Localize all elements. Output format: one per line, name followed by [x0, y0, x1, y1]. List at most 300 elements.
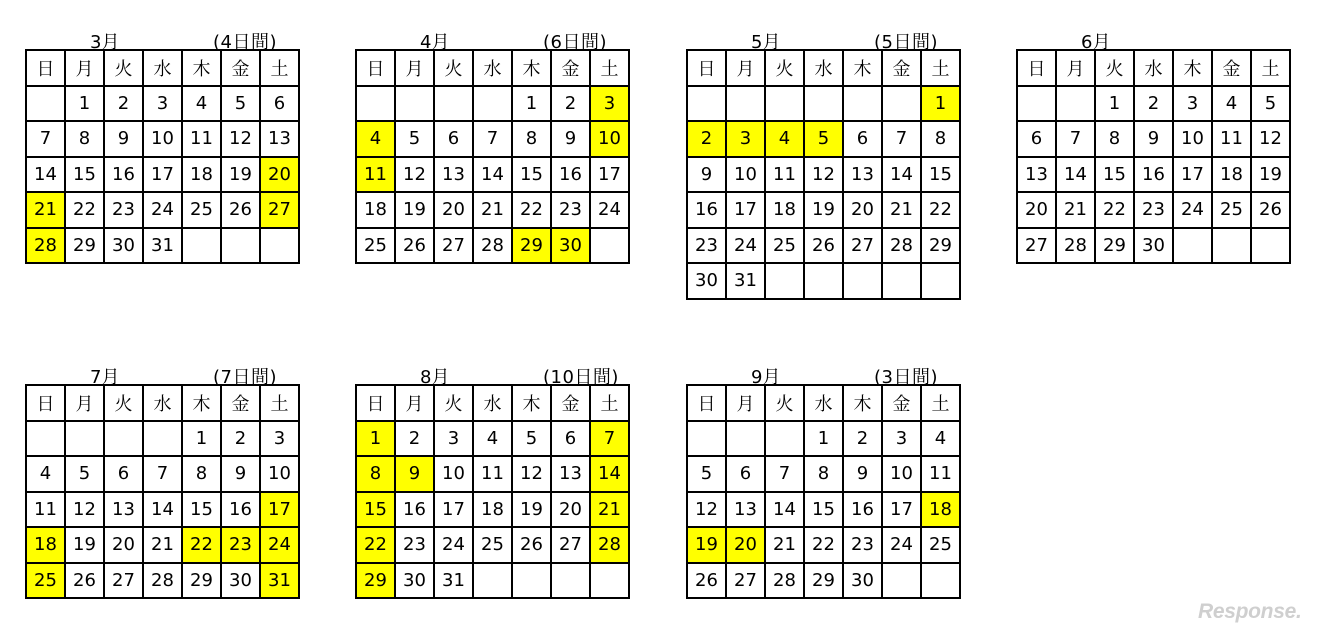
calendar-grid — [355, 49, 630, 264]
day-cell: 21 — [765, 527, 804, 563]
week-row — [687, 527, 960, 563]
empty-cell — [882, 86, 921, 122]
weekday-header: 木 — [182, 50, 221, 86]
day-cell: 10 — [1173, 121, 1212, 157]
holiday-count: (4日間) — [213, 32, 277, 53]
day-cell: 2 — [843, 421, 882, 457]
day-cell: 20 — [551, 492, 590, 528]
day-cell: 22 — [182, 527, 221, 563]
day-cell: 27 — [1017, 228, 1056, 264]
day-cell: 6 — [104, 456, 143, 492]
empty-cell — [26, 421, 65, 457]
calendar-grid — [25, 49, 300, 264]
day-cell: 10 — [260, 456, 299, 492]
day-cell: 7 — [590, 421, 629, 457]
weekday-header: 土 — [260, 385, 299, 421]
calendar-grid — [25, 384, 300, 599]
day-cell: 20 — [843, 192, 882, 228]
empty-cell — [687, 421, 726, 457]
day-cell: 30 — [395, 563, 434, 599]
weekday-header: 土 — [590, 50, 629, 86]
week-row — [1017, 192, 1290, 228]
day-cell: 4 — [356, 121, 395, 157]
day-cell: 4 — [26, 456, 65, 492]
month-header — [355, 348, 647, 388]
day-cell: 14 — [882, 157, 921, 193]
day-cell: 21 — [473, 192, 512, 228]
weekday-header: 火 — [765, 50, 804, 86]
weekday-header: 日 — [356, 385, 395, 421]
day-cell: 6 — [843, 121, 882, 157]
week-row — [1017, 86, 1290, 122]
week-row — [26, 563, 299, 599]
day-cell: 7 — [26, 121, 65, 157]
weekday-header-row — [687, 50, 960, 86]
day-cell: 11 — [26, 492, 65, 528]
day-cell: 19 — [512, 492, 551, 528]
day-cell: 28 — [143, 563, 182, 599]
week-row — [26, 86, 299, 122]
day-cell: 8 — [804, 456, 843, 492]
empty-cell — [804, 86, 843, 122]
weekday-header: 水 — [143, 385, 182, 421]
day-cell: 22 — [804, 527, 843, 563]
empty-cell — [512, 563, 551, 599]
day-cell: 18 — [921, 492, 960, 528]
weekday-header: 金 — [882, 50, 921, 86]
week-row — [26, 421, 299, 457]
day-cell: 5 — [395, 121, 434, 157]
weekday-header: 日 — [26, 50, 65, 86]
day-cell: 19 — [687, 527, 726, 563]
day-cell: 8 — [512, 121, 551, 157]
day-cell: 28 — [1056, 228, 1095, 264]
week-row — [687, 263, 960, 299]
day-cell: 17 — [143, 157, 182, 193]
week-row — [1017, 157, 1290, 193]
weekday-header: 金 — [551, 385, 590, 421]
day-cell: 25 — [473, 527, 512, 563]
empty-cell — [473, 563, 512, 599]
day-cell: 30 — [551, 228, 590, 264]
day-cell: 31 — [260, 563, 299, 599]
day-cell: 13 — [260, 121, 299, 157]
day-cell: 1 — [65, 86, 104, 122]
day-cell: 22 — [1095, 192, 1134, 228]
empty-cell — [356, 86, 395, 122]
week-row — [26, 228, 299, 264]
day-cell: 16 — [687, 192, 726, 228]
weekday-header: 火 — [1095, 50, 1134, 86]
weekday-header: 水 — [804, 385, 843, 421]
week-row — [356, 157, 629, 193]
weekday-header: 日 — [687, 50, 726, 86]
weekday-header: 月 — [395, 385, 434, 421]
day-cell: 23 — [551, 192, 590, 228]
day-cell: 12 — [804, 157, 843, 193]
day-cell: 11 — [473, 456, 512, 492]
week-row — [356, 527, 629, 563]
day-cell: 15 — [65, 157, 104, 193]
day-cell: 30 — [687, 263, 726, 299]
day-cell: 9 — [395, 456, 434, 492]
day-cell: 27 — [434, 228, 473, 264]
weekday-header: 月 — [1056, 50, 1095, 86]
month-title: 5月 — [751, 32, 781, 53]
day-cell: 17 — [260, 492, 299, 528]
day-cell: 13 — [1017, 157, 1056, 193]
week-row — [356, 121, 629, 157]
day-cell: 3 — [1173, 86, 1212, 122]
day-cell: 6 — [1017, 121, 1056, 157]
day-cell: 1 — [182, 421, 221, 457]
day-cell: 22 — [356, 527, 395, 563]
day-cell: 17 — [590, 157, 629, 193]
weekday-header: 日 — [687, 385, 726, 421]
month-calendar — [25, 13, 317, 264]
weekday-header-row — [687, 385, 960, 421]
day-cell: 29 — [1095, 228, 1134, 264]
holiday-count: (5日間) — [874, 32, 938, 53]
day-cell: 25 — [921, 527, 960, 563]
weekday-header: 水 — [473, 50, 512, 86]
weekday-header: 土 — [921, 50, 960, 86]
day-cell: 5 — [687, 456, 726, 492]
day-cell: 2 — [551, 86, 590, 122]
weekday-header: 土 — [260, 50, 299, 86]
empty-cell — [804, 263, 843, 299]
day-cell: 24 — [590, 192, 629, 228]
day-cell: 21 — [26, 192, 65, 228]
week-row — [687, 192, 960, 228]
day-cell: 7 — [143, 456, 182, 492]
day-cell: 30 — [1134, 228, 1173, 264]
week-row — [356, 563, 629, 599]
day-cell: 29 — [921, 228, 960, 264]
day-cell: 26 — [65, 563, 104, 599]
empty-cell — [143, 421, 182, 457]
day-cell: 9 — [687, 157, 726, 193]
calendar-grid — [1016, 49, 1291, 264]
day-cell: 13 — [726, 492, 765, 528]
weekday-header: 月 — [726, 385, 765, 421]
day-cell: 26 — [221, 192, 260, 228]
weekday-header: 金 — [221, 385, 260, 421]
empty-cell — [590, 563, 629, 599]
weekday-header: 月 — [65, 50, 104, 86]
day-cell: 29 — [182, 563, 221, 599]
empty-cell — [843, 263, 882, 299]
day-cell: 9 — [104, 121, 143, 157]
day-cell: 17 — [1173, 157, 1212, 193]
day-cell: 15 — [512, 157, 551, 193]
month-title: 8月 — [420, 367, 450, 388]
weekday-header: 土 — [921, 385, 960, 421]
month-header — [25, 13, 317, 53]
weekday-header: 金 — [882, 385, 921, 421]
empty-cell — [921, 263, 960, 299]
weekday-header: 火 — [104, 50, 143, 86]
day-cell: 11 — [1212, 121, 1251, 157]
day-cell: 2 — [687, 121, 726, 157]
month-calendar — [25, 348, 317, 599]
day-cell: 3 — [590, 86, 629, 122]
day-cell: 18 — [765, 192, 804, 228]
empty-cell — [434, 86, 473, 122]
day-cell: 14 — [26, 157, 65, 193]
day-cell: 19 — [65, 527, 104, 563]
weekday-header: 火 — [434, 50, 473, 86]
day-cell: 18 — [356, 192, 395, 228]
day-cell: 29 — [804, 563, 843, 599]
empty-cell — [1251, 228, 1290, 264]
day-cell: 9 — [1134, 121, 1173, 157]
week-row — [26, 492, 299, 528]
day-cell: 5 — [65, 456, 104, 492]
day-cell: 6 — [551, 421, 590, 457]
day-cell: 10 — [143, 121, 182, 157]
day-cell: 22 — [512, 192, 551, 228]
empty-cell — [26, 86, 65, 122]
day-cell: 29 — [512, 228, 551, 264]
day-cell: 24 — [260, 527, 299, 563]
month-title: 9月 — [751, 367, 781, 388]
day-cell: 17 — [434, 492, 473, 528]
empty-cell — [1173, 228, 1212, 264]
day-cell: 13 — [434, 157, 473, 193]
day-cell: 12 — [221, 121, 260, 157]
weekday-header: 木 — [1173, 50, 1212, 86]
weekday-header: 木 — [843, 50, 882, 86]
response-logo: Response. — [1198, 600, 1302, 623]
day-cell: 20 — [1017, 192, 1056, 228]
weekday-header: 火 — [765, 385, 804, 421]
calendar-grid — [686, 49, 961, 300]
week-row — [687, 421, 960, 457]
day-cell: 31 — [726, 263, 765, 299]
day-cell: 1 — [804, 421, 843, 457]
day-cell: 1 — [921, 86, 960, 122]
week-row — [687, 456, 960, 492]
empty-cell — [590, 228, 629, 264]
day-cell: 5 — [221, 86, 260, 122]
week-row — [356, 228, 629, 264]
day-cell: 8 — [921, 121, 960, 157]
day-cell: 12 — [395, 157, 434, 193]
day-cell: 28 — [590, 527, 629, 563]
week-row — [26, 192, 299, 228]
day-cell: 30 — [104, 228, 143, 264]
day-cell: 12 — [687, 492, 726, 528]
day-cell: 15 — [1095, 157, 1134, 193]
empty-cell — [1017, 86, 1056, 122]
day-cell: 1 — [356, 421, 395, 457]
day-cell: 27 — [843, 228, 882, 264]
week-row — [26, 527, 299, 563]
day-cell: 16 — [551, 157, 590, 193]
day-cell: 19 — [804, 192, 843, 228]
empty-cell — [882, 263, 921, 299]
day-cell: 26 — [804, 228, 843, 264]
day-cell: 17 — [726, 192, 765, 228]
day-cell: 1 — [512, 86, 551, 122]
day-cell: 8 — [1095, 121, 1134, 157]
day-cell: 21 — [882, 192, 921, 228]
empty-cell — [687, 86, 726, 122]
day-cell: 26 — [512, 527, 551, 563]
week-row — [687, 86, 960, 122]
empty-cell — [843, 86, 882, 122]
weekday-header-row — [26, 50, 299, 86]
day-cell: 2 — [1134, 86, 1173, 122]
day-cell: 24 — [882, 527, 921, 563]
day-cell: 9 — [551, 121, 590, 157]
day-cell: 25 — [1212, 192, 1251, 228]
day-cell: 22 — [65, 192, 104, 228]
weekday-header: 木 — [512, 50, 551, 86]
empty-cell — [882, 563, 921, 599]
day-cell: 31 — [434, 563, 473, 599]
day-cell: 19 — [1251, 157, 1290, 193]
empty-cell — [182, 228, 221, 264]
day-cell: 21 — [143, 527, 182, 563]
empty-cell — [726, 421, 765, 457]
empty-cell — [551, 563, 590, 599]
day-cell: 13 — [551, 456, 590, 492]
day-cell: 4 — [182, 86, 221, 122]
weekday-header: 木 — [512, 385, 551, 421]
day-cell: 1 — [1095, 86, 1134, 122]
week-row — [356, 421, 629, 457]
empty-cell — [395, 86, 434, 122]
day-cell: 16 — [843, 492, 882, 528]
week-row — [26, 121, 299, 157]
day-cell: 24 — [143, 192, 182, 228]
weekday-header: 土 — [590, 385, 629, 421]
day-cell: 16 — [1134, 157, 1173, 193]
calendar-grid — [686, 384, 961, 599]
day-cell: 10 — [882, 456, 921, 492]
week-row — [1017, 121, 1290, 157]
weekday-header: 日 — [1017, 50, 1056, 86]
day-cell: 23 — [1134, 192, 1173, 228]
empty-cell — [765, 86, 804, 122]
week-row — [356, 456, 629, 492]
day-cell: 23 — [104, 192, 143, 228]
day-cell: 18 — [26, 527, 65, 563]
day-cell: 5 — [1251, 86, 1290, 122]
day-cell: 26 — [1251, 192, 1290, 228]
day-cell: 23 — [395, 527, 434, 563]
day-cell: 15 — [804, 492, 843, 528]
weekday-header: 火 — [104, 385, 143, 421]
day-cell: 2 — [221, 421, 260, 457]
day-cell: 18 — [473, 492, 512, 528]
day-cell: 21 — [590, 492, 629, 528]
day-cell: 4 — [473, 421, 512, 457]
empty-cell — [765, 421, 804, 457]
week-row — [687, 492, 960, 528]
day-cell: 30 — [221, 563, 260, 599]
weekday-header-row — [356, 50, 629, 86]
day-cell: 29 — [356, 563, 395, 599]
week-row — [687, 228, 960, 264]
weekday-header: 水 — [473, 385, 512, 421]
day-cell: 16 — [221, 492, 260, 528]
weekday-header: 木 — [843, 385, 882, 421]
weekday-header: 日 — [26, 385, 65, 421]
day-cell: 3 — [143, 86, 182, 122]
weekday-header: 金 — [221, 50, 260, 86]
week-row — [26, 157, 299, 193]
day-cell: 17 — [882, 492, 921, 528]
day-cell: 25 — [182, 192, 221, 228]
empty-cell — [221, 228, 260, 264]
day-cell: 21 — [1056, 192, 1095, 228]
day-cell: 18 — [182, 157, 221, 193]
month-title: 4月 — [420, 32, 450, 53]
day-cell: 26 — [687, 563, 726, 599]
month-title: 6月 — [1081, 32, 1111, 53]
day-cell: 18 — [1212, 157, 1251, 193]
day-cell: 6 — [434, 121, 473, 157]
day-cell: 24 — [434, 527, 473, 563]
day-cell: 24 — [1173, 192, 1212, 228]
calendar-grid — [355, 384, 630, 599]
day-cell: 7 — [765, 456, 804, 492]
day-cell: 28 — [765, 563, 804, 599]
day-cell: 29 — [65, 228, 104, 264]
day-cell: 8 — [182, 456, 221, 492]
day-cell: 3 — [260, 421, 299, 457]
day-cell: 4 — [765, 121, 804, 157]
day-cell: 5 — [512, 421, 551, 457]
weekday-header: 日 — [356, 50, 395, 86]
day-cell: 14 — [1056, 157, 1095, 193]
week-row — [26, 456, 299, 492]
day-cell: 14 — [143, 492, 182, 528]
week-row — [687, 563, 960, 599]
month-header — [686, 13, 978, 53]
day-cell: 4 — [921, 421, 960, 457]
day-cell: 10 — [590, 121, 629, 157]
day-cell: 11 — [921, 456, 960, 492]
weekday-header: 月 — [726, 50, 765, 86]
day-cell: 15 — [921, 157, 960, 193]
empty-cell — [1212, 228, 1251, 264]
day-cell: 9 — [221, 456, 260, 492]
weekday-header: 火 — [434, 385, 473, 421]
day-cell: 10 — [434, 456, 473, 492]
day-cell: 13 — [104, 492, 143, 528]
day-cell: 24 — [726, 228, 765, 264]
day-cell: 7 — [473, 121, 512, 157]
weekday-header: 月 — [65, 385, 104, 421]
weekday-header: 水 — [143, 50, 182, 86]
day-cell: 28 — [882, 228, 921, 264]
month-header — [25, 348, 317, 388]
day-cell: 25 — [356, 228, 395, 264]
weekday-header: 水 — [804, 50, 843, 86]
day-cell: 16 — [395, 492, 434, 528]
day-cell: 23 — [221, 527, 260, 563]
day-cell: 26 — [395, 228, 434, 264]
day-cell: 27 — [551, 527, 590, 563]
weekday-header: 金 — [1212, 50, 1251, 86]
day-cell: 28 — [26, 228, 65, 264]
day-cell: 8 — [65, 121, 104, 157]
day-cell: 28 — [473, 228, 512, 264]
